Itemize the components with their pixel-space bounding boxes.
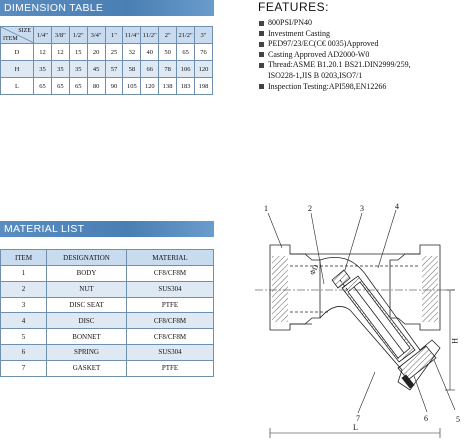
material-designation-cell: BODY: [47, 266, 127, 282]
material-row: [1, 360, 214, 376]
dimension-row-item: L: [1, 78, 34, 95]
dimension-cell: 90: [105, 78, 123, 95]
dimension-cell: 35: [51, 61, 69, 78]
feature-item: [258, 18, 468, 29]
features-list: [258, 18, 468, 92]
material-list-banner: [0, 221, 214, 237]
material-item-cell: 1: [1, 266, 47, 282]
feature-item: [258, 39, 468, 50]
material-item-cell: 6: [1, 344, 47, 360]
material-material-cell: PTFE: [127, 297, 214, 313]
material-material-cell: PTFE: [127, 360, 214, 376]
callout-7: 7: [356, 414, 360, 423]
feature-text: Thread:ASME B1.20.1 BS21.DIN2999/259,: [268, 60, 411, 70]
dimension-cell: 40: [141, 44, 159, 61]
corner-item-label: ITEM: [3, 36, 18, 42]
feature-text: PED97/23/EC(C€ 0035)Approved: [268, 39, 379, 49]
dimension-row: [1, 44, 213, 61]
feature-text: Inspection Testing:API598,EN12266: [268, 81, 387, 91]
feature-item: [258, 50, 468, 61]
material-header-designation: DESIGNATION: [47, 250, 127, 266]
dimension-size-header: 21/2": [177, 27, 195, 44]
dimension-cell: 78: [159, 61, 177, 78]
callout-3: 3: [360, 204, 364, 213]
material-designation-cell: SPRING: [47, 344, 127, 360]
dimension-cell: 106: [177, 61, 195, 78]
dimension-cell: 57: [105, 61, 123, 78]
dimension-cell: 120: [141, 78, 159, 95]
dimension-size-header: 3/8": [51, 27, 69, 44]
material-designation-cell: GASKET: [47, 360, 127, 376]
dimension-size-header: 11/4": [123, 27, 141, 44]
dimension-table-banner: [0, 0, 214, 16]
dimension-cell: 66: [141, 61, 159, 78]
dimension-d-label: ΦD: [308, 263, 321, 277]
square-bullet-icon: [259, 31, 264, 36]
feature-item: [258, 71, 468, 82]
dimension-cell: 65: [34, 78, 52, 95]
material-header-material: MATERIAL: [127, 250, 214, 266]
dimension-table-title: DIMENSION TABLE: [4, 2, 104, 14]
material-material-cell: CF8/CF8M: [127, 329, 214, 345]
material-header-item: ITEM: [1, 250, 47, 266]
material-list-title: MATERIAL LIST: [4, 223, 85, 235]
dimension-cell: 15: [69, 44, 87, 61]
material-row: [1, 281, 214, 297]
dimension-cell: 65: [69, 78, 87, 95]
dimension-l-label: L: [353, 423, 358, 432]
material-designation-cell: BONNET: [47, 329, 127, 345]
square-bullet-icon: [259, 52, 264, 57]
feature-text: Casting Approved AD2000-W0: [268, 49, 370, 59]
square-bullet-icon: [259, 21, 264, 26]
material-designation-cell: DISC: [47, 313, 127, 329]
material-item-cell: 2: [1, 281, 47, 297]
feature-item: [258, 29, 468, 40]
callout-5: 5: [456, 415, 460, 424]
dimension-cell: 138: [159, 78, 177, 95]
material-material-cell: CF8/CF8M: [127, 313, 214, 329]
material-material-cell: SUS304: [127, 344, 214, 360]
material-item-cell: 3: [1, 297, 47, 313]
material-row: [1, 329, 214, 345]
material-row: [1, 297, 214, 313]
dimension-corner-cell: [1, 27, 34, 44]
dimension-cell: 35: [69, 61, 87, 78]
dimension-cell: 198: [195, 78, 213, 95]
dimension-size-header: 3/4": [87, 27, 105, 44]
dimension-cell: 58: [123, 61, 141, 78]
dimension-size-header: 2": [159, 27, 177, 44]
dimension-size-header: 1/2": [69, 27, 87, 44]
features-title: FEATURES:: [258, 0, 329, 14]
dimension-row: [1, 78, 213, 95]
dimension-table: [0, 26, 213, 95]
dimension-header-row: [1, 27, 213, 44]
dimension-size-header: 3": [195, 27, 213, 44]
feature-text: 800PSI/PN40: [268, 18, 313, 27]
feature-text: ISO228-1,JIS B 0203,ISO7/1: [268, 70, 363, 80]
callout-2: 2: [308, 204, 312, 213]
dimension-cell: 50: [159, 44, 177, 61]
dimension-cell: 25: [105, 44, 123, 61]
dimension-row-item: D: [1, 44, 34, 61]
dimension-size-header: 1/4": [34, 27, 52, 44]
material-material-cell: SUS304: [127, 281, 214, 297]
dimension-cell: 120: [195, 61, 213, 78]
square-bullet-icon: [259, 84, 264, 89]
material-designation-cell: NUT: [47, 281, 127, 297]
material-designation-cell: DISC SEAT: [47, 297, 127, 313]
dimension-size-header: 11/2": [141, 27, 159, 44]
dimension-cell: 32: [123, 44, 141, 61]
y-strainer-section-drawing: [250, 200, 468, 441]
dimension-cell: 105: [123, 78, 141, 95]
callout-6: 6: [424, 414, 428, 423]
dimension-cell: 45: [87, 61, 105, 78]
features-section: [258, 0, 468, 92]
material-header-row: [1, 250, 214, 266]
corner-size-label: SIZE: [18, 28, 31, 34]
dimension-cell: 183: [177, 78, 195, 95]
dimension-cell: 12: [51, 44, 69, 61]
material-material-cell: CF8/CF8M: [127, 266, 214, 282]
dimension-cell: 35: [34, 61, 52, 78]
material-row: [1, 313, 214, 329]
material-row: [1, 266, 214, 282]
feature-text: Investment Casting: [268, 28, 330, 38]
material-row: [1, 344, 214, 360]
dimension-h-label: H: [450, 338, 459, 344]
dimension-cell: 20: [87, 44, 105, 61]
dimension-size-header: 1": [105, 27, 123, 44]
dimension-cell: 12: [34, 44, 52, 61]
feature-item: [258, 60, 468, 71]
material-item-cell: 7: [1, 360, 47, 376]
dimension-cell: 65: [177, 44, 195, 61]
square-bullet-icon: [259, 42, 264, 47]
dimension-row: [1, 61, 213, 78]
dimension-cell: 76: [195, 44, 213, 61]
dimension-cell: 80: [87, 78, 105, 95]
callout-1: 1: [264, 204, 268, 213]
callout-4: 4: [395, 202, 399, 211]
material-table: [0, 249, 214, 377]
material-item-cell: 5: [1, 329, 47, 345]
dimension-row-item: H: [1, 61, 34, 78]
material-item-cell: 4: [1, 313, 47, 329]
feature-item: [258, 82, 468, 93]
square-bullet-icon: [259, 63, 264, 68]
dimension-cell: 65: [51, 78, 69, 95]
